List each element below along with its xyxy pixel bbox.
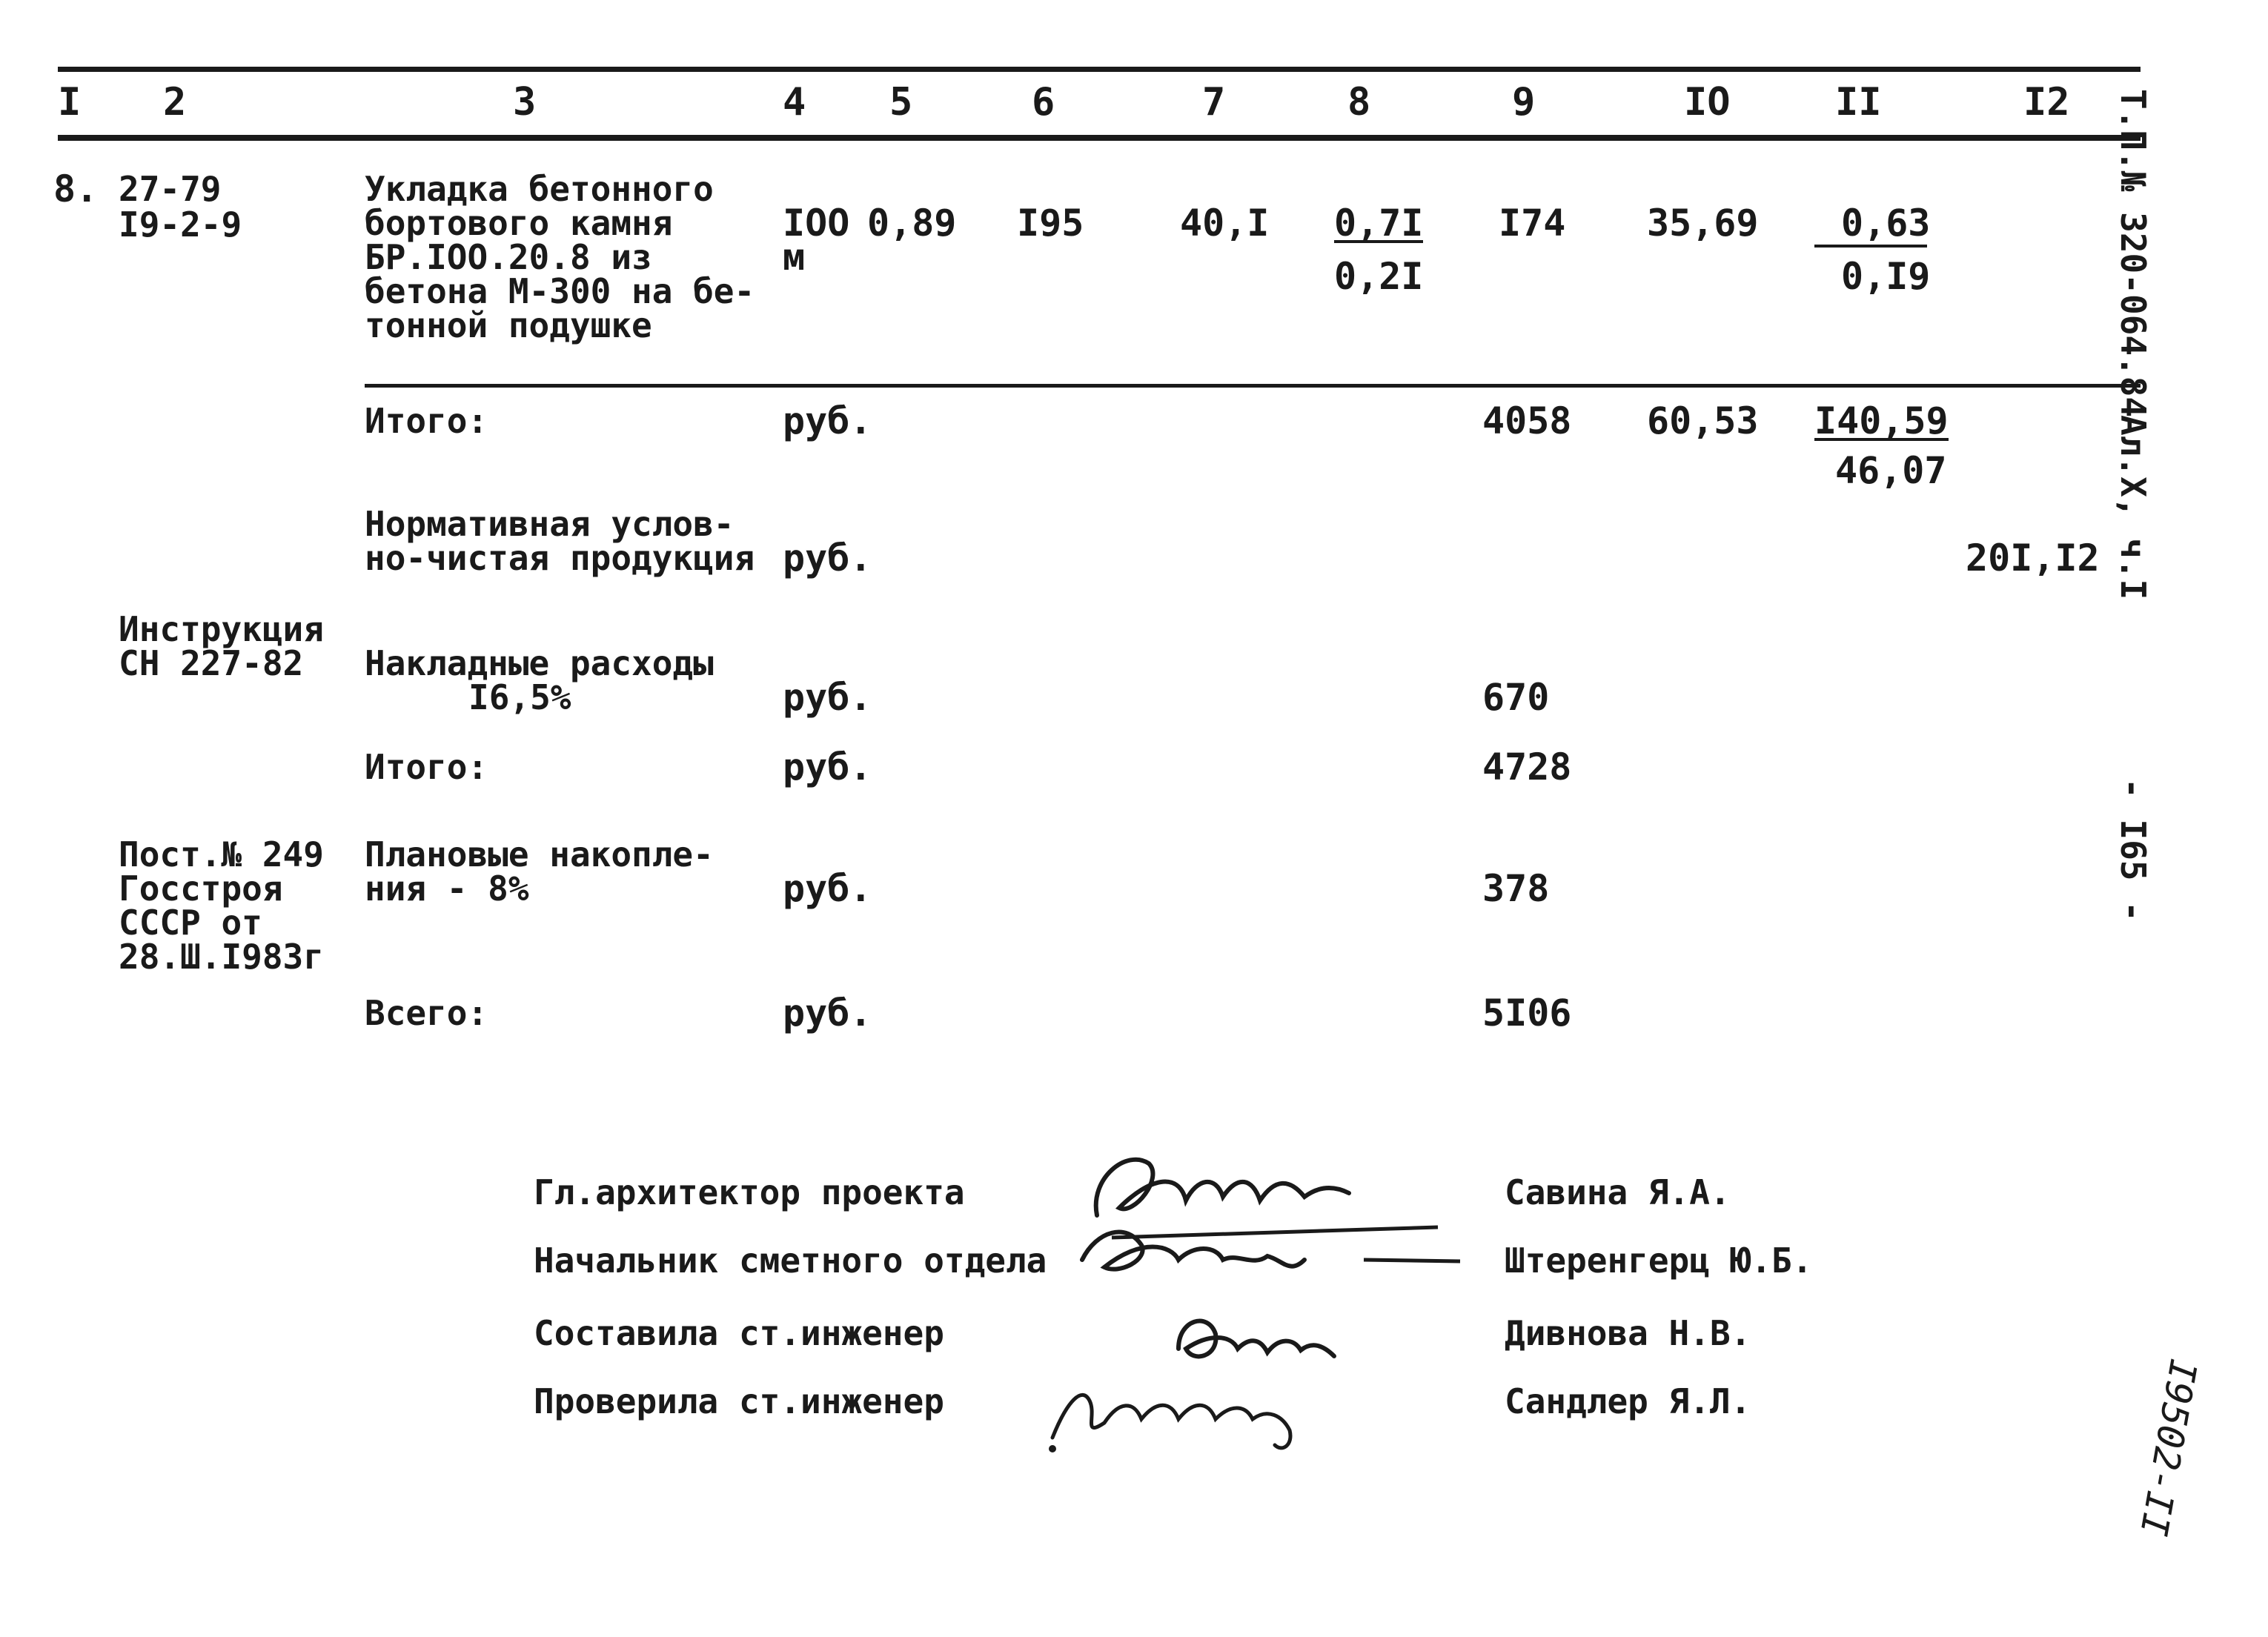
margin-sheet-number: I9502-II xyxy=(2132,1355,2205,1540)
savings-ref-4: 28.Ш.I983г xyxy=(119,937,324,977)
item-desc-5: тонной подушке xyxy=(365,305,652,345)
total1-unit: руб. xyxy=(783,399,872,442)
item-code-1: 27-79 xyxy=(119,169,222,209)
item-unit-1: IOO xyxy=(783,202,850,245)
col-header-10: IO xyxy=(1684,80,1731,124)
normative-c12: 20I,I2 xyxy=(1966,537,2100,580)
total1-c11-top: I40,59 xyxy=(1814,399,1949,442)
col-header-7: 7 xyxy=(1202,80,1226,124)
overhead-ref-1: Инструкция xyxy=(119,609,324,649)
signature-scribble-2 xyxy=(1067,1215,1468,1297)
signature-role-3: Составила ст.инженер xyxy=(534,1313,944,1353)
signature-name-1: Савина Я.А. xyxy=(1505,1172,1731,1212)
item-desc-1: Укладка бетонного xyxy=(365,169,714,209)
signature-role-1: Гл.архитектор проекта xyxy=(534,1172,965,1212)
normative-line2: но-чистая продукция xyxy=(365,538,755,578)
margin-doc-ref: Т.П.№ 320-064.84 xyxy=(2113,89,2153,418)
signature-role-2: Начальник сметного отдела xyxy=(534,1241,1047,1281)
item-c11-top: 0,63 xyxy=(1841,202,1931,245)
margin-page-number: - I65 - xyxy=(2113,778,2153,922)
margin-album: Ал.Х, ч.I xyxy=(2113,415,2153,600)
item-c6: I95 xyxy=(1017,202,1084,245)
item-c8-top: 0,7I xyxy=(1334,202,1424,245)
item-number: 8. xyxy=(53,167,99,210)
signature-name-3: Дивнова Н.В. xyxy=(1505,1313,1751,1353)
signature-name-4: Сандлер Я.Л. xyxy=(1505,1381,1751,1421)
grand-total-label: Всего: xyxy=(365,993,488,1033)
col-header-12: I2 xyxy=(2023,80,2070,124)
col-header-8: 8 xyxy=(1347,80,1371,124)
col-header-6: 6 xyxy=(1032,80,1055,124)
item-c11-fraction-line xyxy=(1814,245,1927,248)
savings-line1: Плановые накопле- xyxy=(365,834,714,874)
col-header-1: I xyxy=(58,80,82,124)
grand-total-c9: 5I06 xyxy=(1482,992,1572,1035)
signature-scribble-4 xyxy=(1038,1356,1319,1467)
item-c8-bottom: 0,2I xyxy=(1334,255,1424,298)
item-rule xyxy=(365,384,2141,388)
savings-c9: 378 xyxy=(1482,867,1550,910)
savings-unit: руб. xyxy=(783,867,872,910)
col-header-3: 3 xyxy=(513,80,537,124)
savings-ref-2: Госстроя xyxy=(119,869,283,909)
item-c11-bottom: 0,I9 xyxy=(1841,255,1931,298)
header-rule xyxy=(58,135,2141,141)
item-desc-3: БР.IOO.20.8 из xyxy=(365,237,652,277)
overhead-line1: Накладные расходы xyxy=(365,643,714,683)
col-header-11: II xyxy=(1835,80,1882,124)
item-c7: 40,I xyxy=(1180,202,1270,245)
signature-role-4: Проверила ст.инженер xyxy=(534,1381,944,1421)
col-header-4: 4 xyxy=(783,80,806,124)
total1-c11-bottom: 46,07 xyxy=(1835,449,1947,492)
normative-line1: Нормативная услов- xyxy=(365,504,735,544)
total2-label: Итого: xyxy=(365,747,488,787)
item-c9: I74 xyxy=(1499,202,1566,245)
savings-ref-3: СССР от xyxy=(119,903,262,943)
col-header-9: 9 xyxy=(1512,80,1536,124)
signature-name-2: Штеренгерц Ю.Б. xyxy=(1505,1241,1813,1281)
grand-total-unit: руб. xyxy=(783,992,872,1035)
item-desc-4: бетона М-300 на бе- xyxy=(365,271,755,311)
savings-line2: ния - 8% xyxy=(365,869,529,909)
top-rule xyxy=(58,67,2141,72)
item-desc-2: бортового камня xyxy=(365,203,673,243)
total2-c9: 4728 xyxy=(1482,746,1572,788)
item-c10: 35,69 xyxy=(1647,202,1759,245)
savings-ref-1: Пост.№ 249 xyxy=(119,834,324,874)
normative-unit: руб. xyxy=(783,537,872,580)
overhead-ref-2: СН 227-82 xyxy=(119,643,304,683)
item-c5: 0,89 xyxy=(867,202,957,245)
total1-label: Итого: xyxy=(365,401,488,441)
col-header-5: 5 xyxy=(889,80,913,124)
overhead-line2: I6,5% xyxy=(468,677,571,717)
overhead-c9: 670 xyxy=(1482,676,1550,719)
item-code-2: I9-2-9 xyxy=(119,205,242,245)
total1-c10: 60,53 xyxy=(1647,399,1759,442)
item-unit-2: м xyxy=(783,236,806,279)
total2-unit: руб. xyxy=(783,746,872,788)
col-header-2: 2 xyxy=(163,80,187,124)
total1-c9: 4058 xyxy=(1482,399,1572,442)
overhead-unit: руб. xyxy=(783,676,872,719)
